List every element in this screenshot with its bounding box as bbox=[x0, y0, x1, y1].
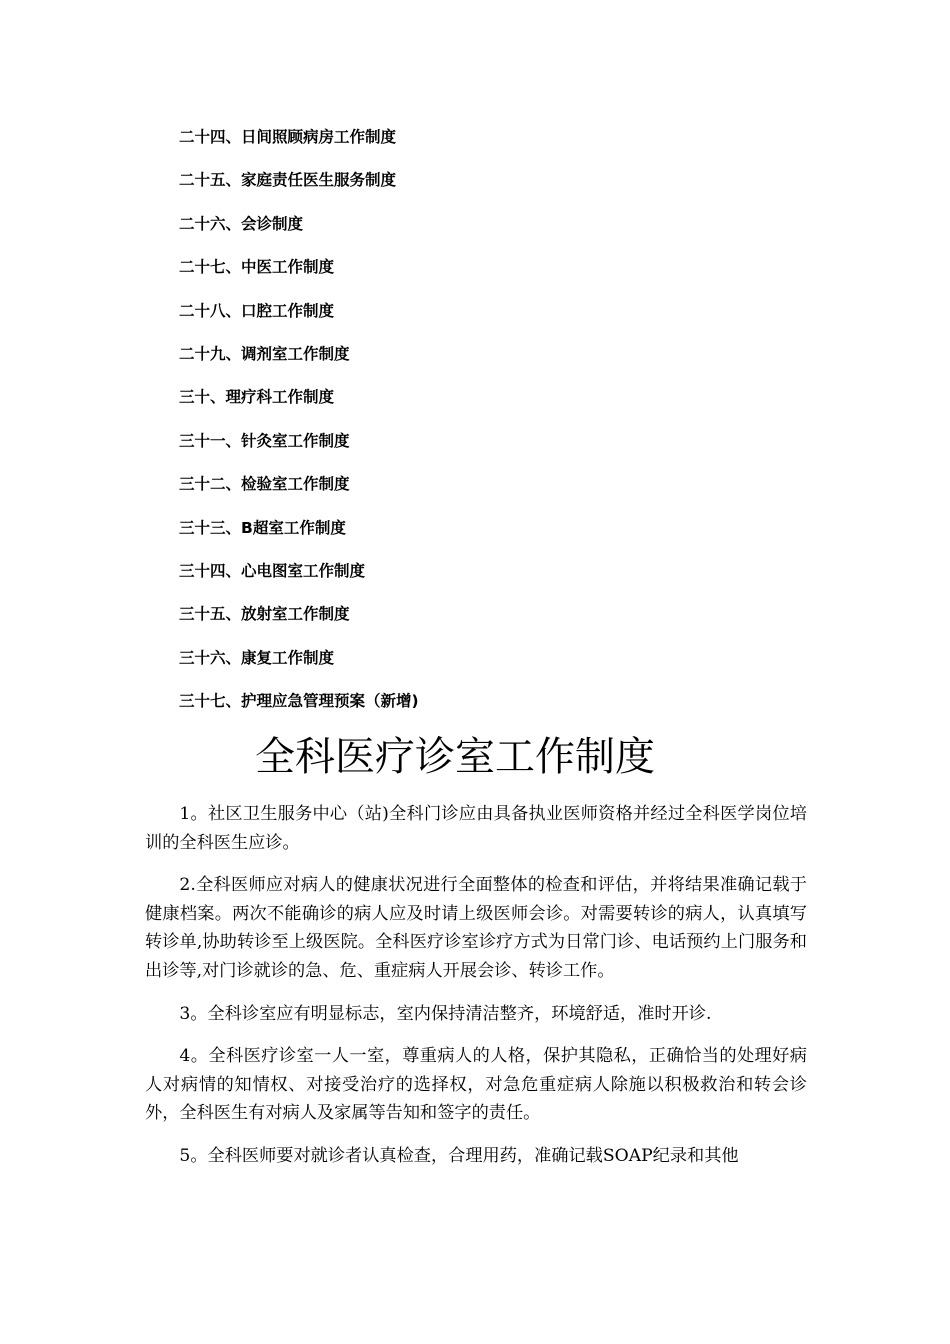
paragraph-3: 3。全科诊室应有明显标志，室内保持清洁整齐，环境舒适，准时开诊. bbox=[179, 1003, 712, 1024]
toc-item: 二十五、家庭责任医生服务制度 bbox=[179, 171, 397, 190]
toc-item: 三十五、放射室工作制度 bbox=[179, 605, 350, 624]
toc-item: 三十四、心电图室工作制度 bbox=[179, 561, 366, 580]
toc-item: 三十、理疗科工作制度 bbox=[179, 388, 335, 407]
toc-item: 二十八、口腔工作制度 bbox=[179, 301, 335, 320]
toc-item: 三十七、护理应急管理预案（新增) bbox=[179, 692, 419, 711]
paragraph-4: 4。全科医疗诊室一人一室，尊重病人的人格，保护其隐私，正确恰当的处理好病人对病情的知情权、对接受治疗的选择权，对急危重症病人除施以积极救治和转会诊外，全科医生有对病人及家属等告知和签字的责任。 bbox=[145, 1046, 807, 1124]
toc-item: 三十二、检验室工作制度 bbox=[179, 475, 350, 494]
section-title: 全科医疗诊室工作制度 bbox=[255, 734, 655, 780]
paragraph-2: 2.全科医师应对病人的健康状况进行全面整体的检查和评估，并将结果准确记载于健康档案。两次不能确诊的病人应及时请上级医师会诊。对需要转诊的病人，认真填写转诊单,协助转诊至上级医院。全科医疗诊室诊疗方式为日常门诊、电话预约上门服务和出诊等,对门诊就诊的急、危、重症病人开展会诊、转诊工作。 bbox=[145, 875, 807, 981]
table-of-contents bbox=[179, 125, 819, 732]
toc-item: 二十九、调剂室工作制度 bbox=[179, 344, 350, 363]
toc-item: 二十六、会诊制度 bbox=[179, 214, 304, 233]
toc-item: 三十一、针灸室工作制度 bbox=[179, 431, 350, 450]
paragraph-1: 1。社区卫生服务中心（站)全科门诊应由具备执业医师资格并经过全科医学岗位培训的全科医生应诊。 bbox=[145, 804, 807, 853]
toc-item: 二十七、中医工作制度 bbox=[179, 258, 335, 277]
section-body bbox=[145, 800, 807, 1185]
toc-item: 三十六、康复工作制度 bbox=[179, 648, 335, 667]
paragraph-5: 5。全科医师要对就诊者认真检查，合理用药，准确记载SOAP纪录和其他 bbox=[179, 1145, 739, 1166]
toc-item: 三十三、B超室工作制度 bbox=[179, 518, 346, 537]
toc-item: 二十四、日间照顾病房工作制度 bbox=[179, 128, 397, 146]
